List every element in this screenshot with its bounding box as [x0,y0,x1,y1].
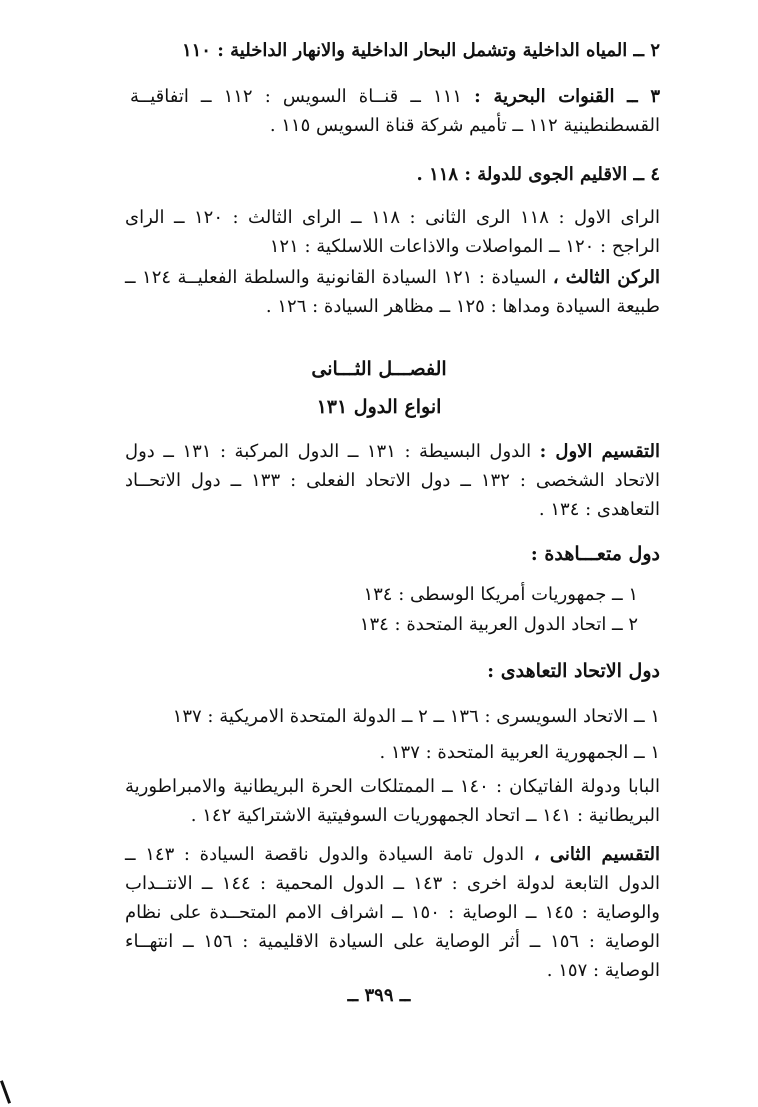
scan-edge-mark [0,1080,11,1104]
page-number: ــ ٣٩٩ ــ [347,985,411,1006]
heading-confederation-states: دول الاتحاد التعاهدى : [487,660,660,682]
second-division-text: الدول تامة السيادة والدول ناقصة السيادة : ١٤٣ ــ الدول التابعة لدولة اخرى : ١٤٣ ــ الدول المحمية : ١٤٤ ــ الانتــداب والوصاية : ١٤٥ ــ الوصاية : ١٥٠ ــ اشراف الامم المتحــدة على نظام الوصاية : ١٥٦ ــ أثر الوصاية على السيادة الاقليمية : ١٥٦ ــ انتهــاء الوصاية : ١٥٧ . [125,844,660,981]
item-sea-canals-heading: ٣ ــ القنوات البحرية : [474,86,660,107]
item-swiss-confederation: ١ ــ الاتحاد السويسرى : ١٣٦ ــ ٢ ــ الدولة المتحدة الامريكية : ١٣٧ [172,706,660,727]
paragraph-second-division [125,840,660,985]
item-internal-waters: ٢ ــ المياه الداخلية وتشمل البحار الداخلية والانهار الداخلية : ١١٠ [181,40,660,61]
first-division-text: الدول البسيطة : ١٣١ ــ الدول المركبة : ١٣١ ــ دول الاتحاد الشخصى : ١٣٢ ــ دول الاتحاد الفعلى : ١٣٣ ــ دول الاتحــاد التعاهدى : ١٣٤ . [125,441,660,520]
item-sea-canals-text: ١١١ ــ قنــاة السويس : ١١٢ ــ اتفاقيــة القسطنطينية ١١٢ ــ تأميم شركة قناة السويس ١١٥ . [130,86,660,136]
item-sea-canals [130,82,660,140]
list-item: ١ ــ جمهوريات أمريكا الوسطى : ١٣٤ [363,584,638,605]
paragraph-third-pillar [125,263,660,321]
paragraph-vatican: البابا ودولة الفاتيكان : ١٤٠ ــ الممتلكات الحرة البريطانية والامبراطورية البريطانية : ١٤١ ــ اتحاد الجمهوريات السوفيتية الاشتراكية ١٤٢ . [125,776,661,826]
chapter-title: الفصـــل الثـــانى [311,358,447,380]
paragraph-opinions: الراى الاول : ١١٨ الرى الثانى : ١١٨ ــ الراى الثالث : ١٢٠ ــ الراى الراجح : ١٢٠ ــ المواصلات والاذاعات اللاسلكية : ١٢١ [125,207,660,257]
second-division-heading: التقسيم الثانى ، [533,844,660,865]
item-united-arab-republic: ١ ــ الجمهورية العربية المتحدة : ١٣٧ . [379,742,660,763]
heading-treaty-states: دول متعـــاهدة : [530,543,660,565]
third-pillar-text: السيادة : ١٢١ السيادة القانونية والسلطة الفعليــة ١٢٤ ــ طبيعة السيادة ومداها : ١٢٥ ــ مظاهر السيادة : ١٢٦ . [125,267,660,317]
item-air-territory: ٤ ــ الاقليم الجوى للدولة : ١١٨ . [416,164,660,185]
treaty-states-list [360,580,638,640]
first-division-heading: التقسيم الاول : [539,441,660,462]
third-pillar-heading: الركن الثالث ، [552,267,660,288]
paragraph-first-division [125,437,660,524]
list-item: ٢ ــ اتحاد الدول العربية المتحدة : ١٣٤ [359,614,638,635]
chapter-subtitle: انواع الدول ١٣١ [316,396,442,418]
